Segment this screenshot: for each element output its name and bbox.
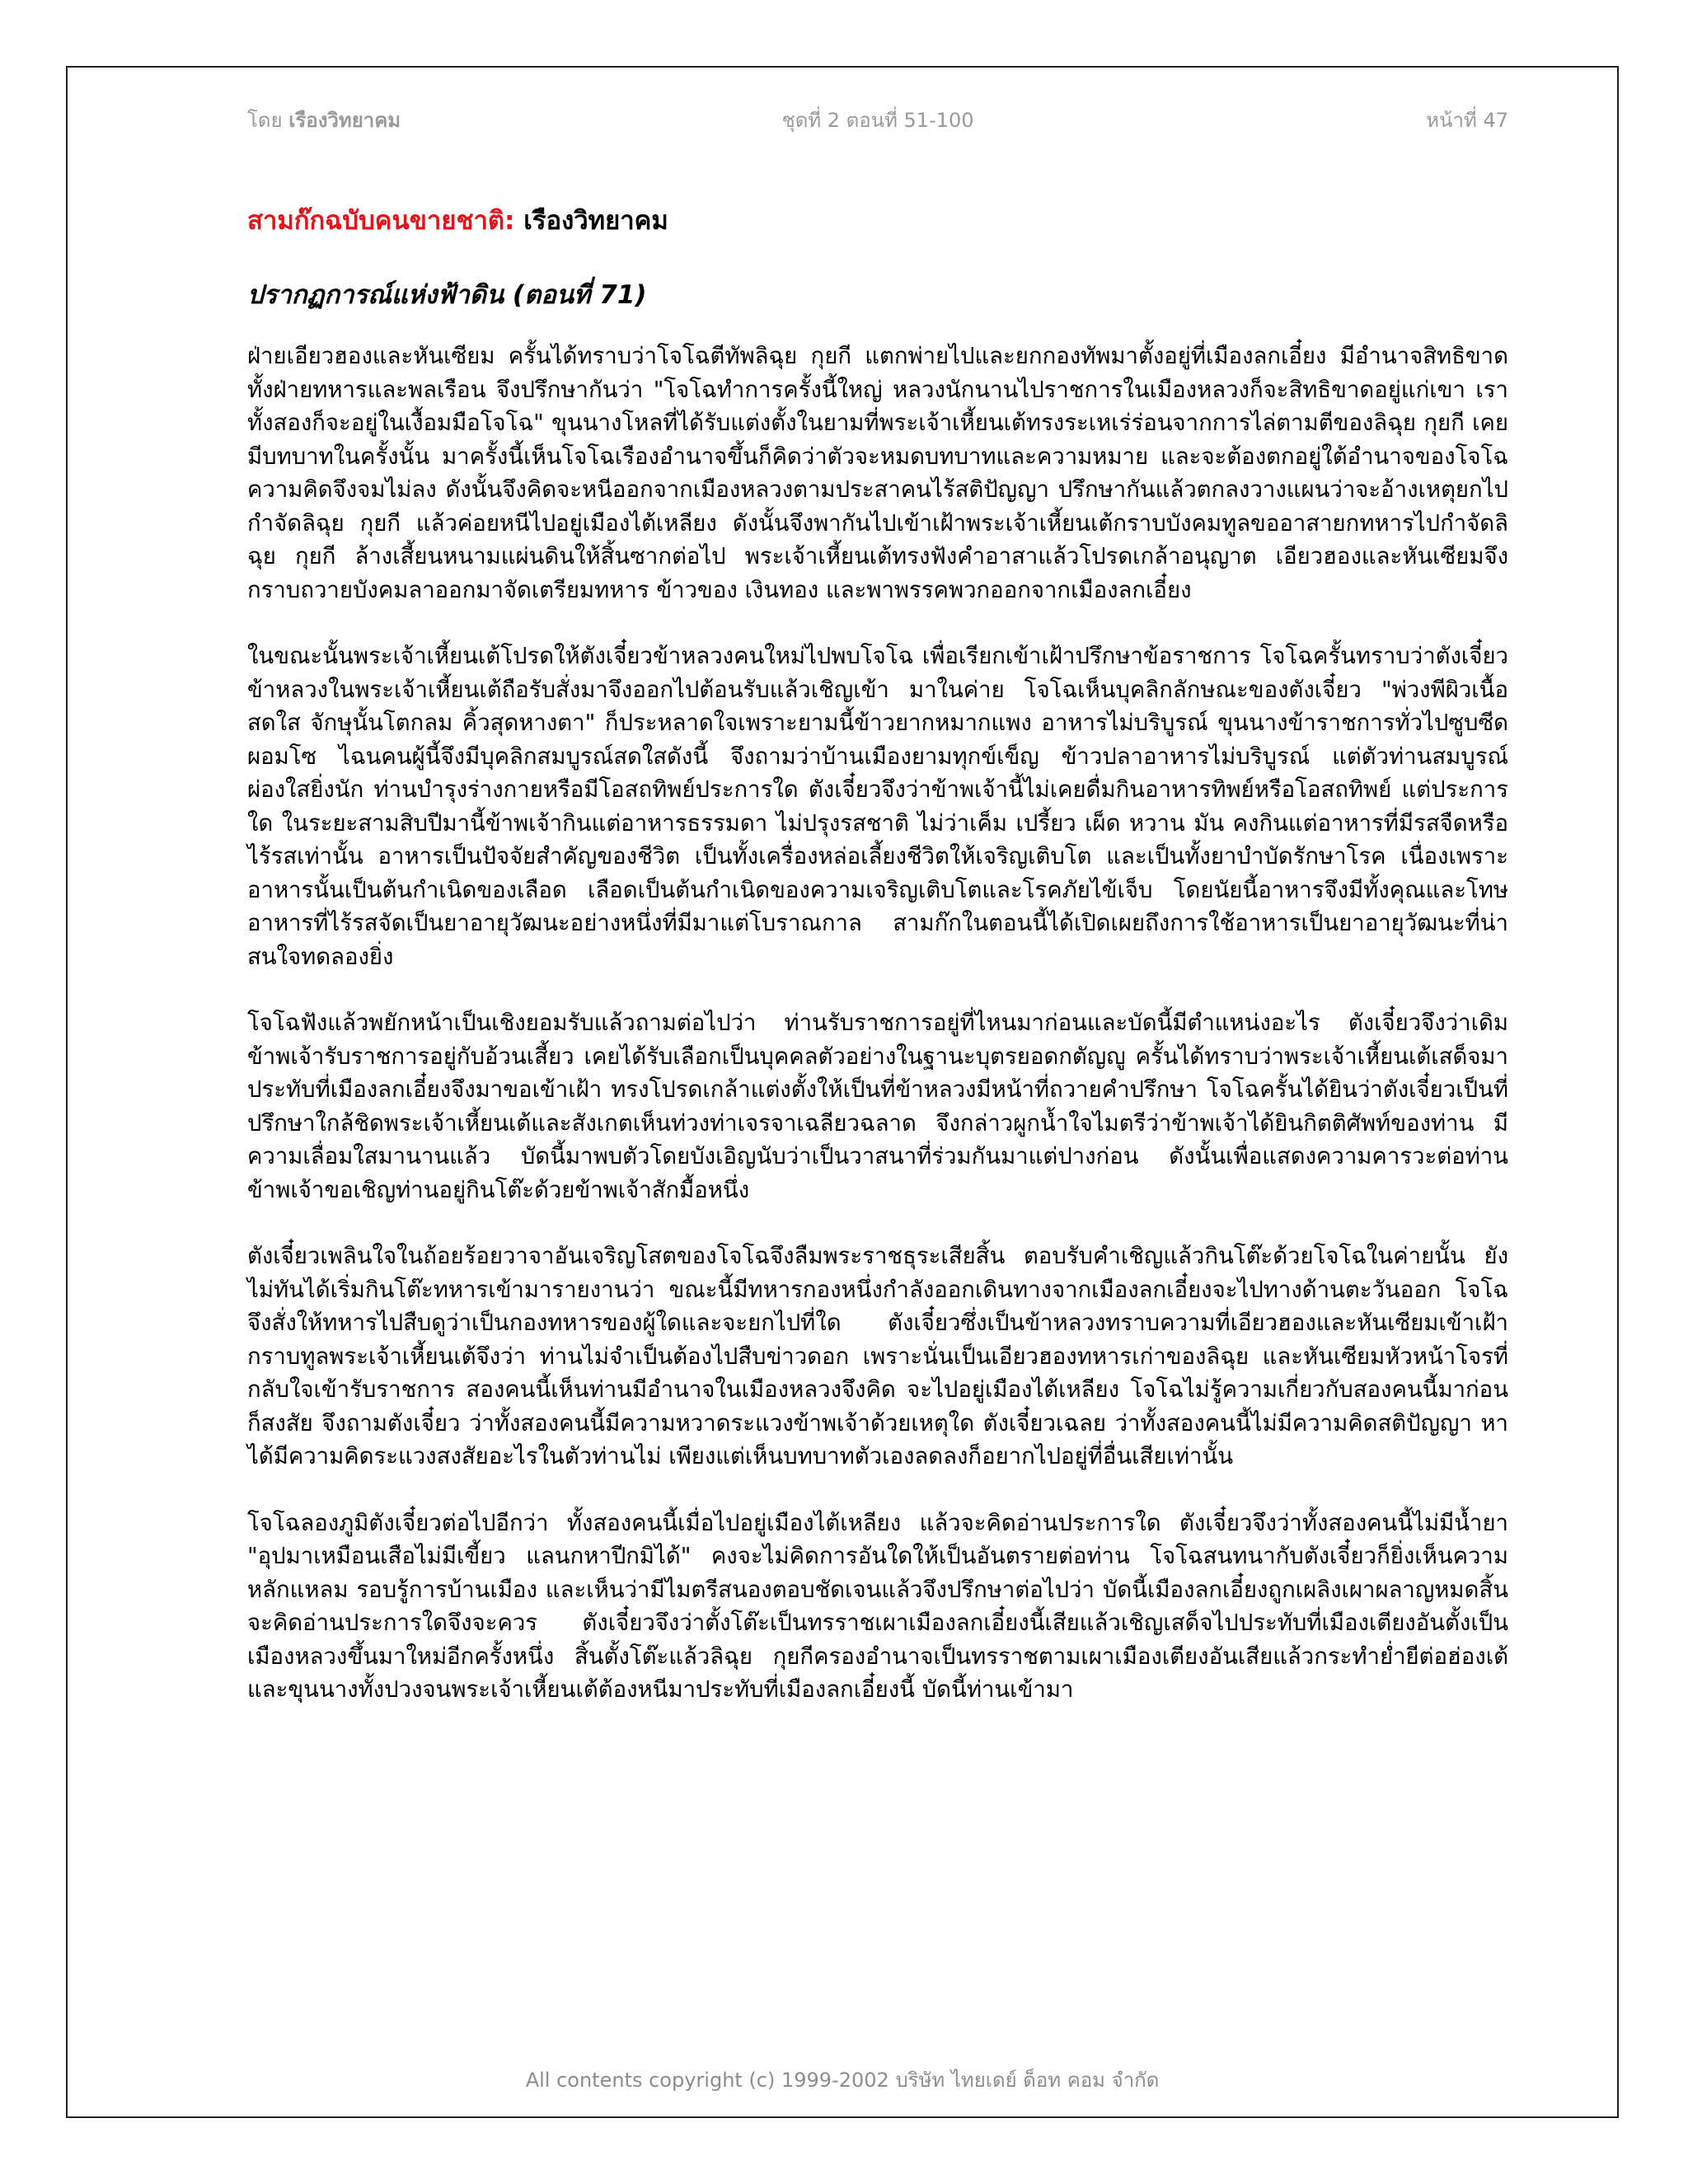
paragraph: ฝ่ายเอียวฮองและหันเซียม ครั้นได้ทราบว่าโจโฉตีทัพลิฉุย กุยกี แตกพ่ายไปและยกกองทัพมาตั้งอยู่ที่เมืองลกเอี๋ยง มีอำนาจสิทธิขาด ทั้งฝ่ายทหารและพลเรือน จึงปรึกษากันว่า "โจโฉทำการครั้งนี้ใหญ่ หลวงนักนานไปราชการในเมืองหลวงก็จะสิทธิขาดอยู่แก่เขา เราทั้งสองก็จะอยู่ในเงื้อมมือโจโฉ" ขุนนางโหลที่ได้รับแต่งตั้งในยามที่พระเจ้าเหี้ยนเต้ทรงระเหเร่ร่อนจากการไล่ตามตีของลิฉุย กุยกี เคยมีบทบาทในครั้งนั้น มาครั้งนี้เห็นโจโฉเรืองอำนาจขึ้นก็คิดว่าตัวจะหมดบทบาทและความหมาย และจะต้องตกอยู่ใต้อำนาจของโจโฉ ความคิดจึงจมไม่ลง ดังนั้นจึงคิดจะหนีออกจากเมืองหลวงตามประสาคนไร้สติปัญญา ปรึกษากันแล้วตกลงวางแผนว่าจะอ้างเหตุยกไปกำจัดลิฉุย กุยกี แล้วค่อยหนีไปอยู่เมืองไต้เหลียง ดังนั้นจึงพากันไปเข้าเฝ้าพระเจ้าเหี้ยนเต้กราบบังคมทูลขออาสายกทหารไปกำจัดลิฉุย กุยกี ล้างเสี้ยนหนามแผ่นดินให้สิ้นซากต่อไป พระเจ้าเหี้ยนเต้ทรงฟังคำอาสาแล้วโปรดเกล้าอนุญาต เอียวฮองและหันเซียมจึงกราบถวายบังคมลาออกมาจัดเตรียมทหาร ข้าวของ เงินทอง และพาพรรคพวกออกจากเมืองลกเอี๋ยง [247, 343, 1508, 603]
article-author: เรืองวิทยาคม [523, 206, 668, 236]
paragraph: โจโฉฟังแล้วพยักหน้าเป็นเชิงยอมรับแล้วถามต่อไปว่า ท่านรับราชการอยู่ที่ไหนมาก่อนและบัดนี้มีตำแหน่งอะไร ตังเจี๋ยวจึงว่าเดิม ข้าพเจ้ารับราชการอยู่กับอ้วนเสี้ยว เคยได้รับเลือกเป็นบุคคลตัวอย่างในฐานะบุตรยอดกตัญญู ครั้นได้ทราบว่าพระเจ้าเหี้ยนเต้เสด็จมาประทับที่เมืองลกเอี๋ยงจึงมาขอเข้าเฝ้า ทรงโปรดเกล้าแต่งตั้งให้เป็นที่ข้าหลวงมีหน้าที่ถวายคำปรึกษา โจโฉครั้นได้ยินว่าตังเจี๋ยวเป็นที่ปรึกษาใกล้ชิดพระเจ้าเหี้ยนเต้และสังเกตเห็นท่วงท่าเจรจาเฉลียวฉลาด จึงกล่าวผูกน้ำใจไมตรีว่าข้าพเจ้าได้ยินกิตติศัพท์ของท่าน มีความเลื่อมใสมานานแล้ว บัดนี้มาพบตัวโดยบังเอิญนับว่าเป็นวาสนาที่ร่วมกันมาแต่ปางก่อน ดังนั้นเพื่อแสดงความคารวะต่อท่าน ข้าพเจ้าขอเชิญท่านอยู่กินโต๊ะด้วยข้าพเจ้าสักมื้อหนึ่ง [247, 1010, 1508, 1203]
header-series-info: ชุดที่ 2 ตอนที่ 51-100 [781, 109, 974, 132]
paragraph: โจโฉลองภูมิตังเจี๋ยวต่อไปอีกว่า ทั้งสองคนนี้เมื่อไปอยู่เมืองไต้เหลียง แล้วจะคิดอ่านประการใด ตังเจี๋ยวจึงว่าทั้งสองคนนี้ไม่มีน้ำยา "อุปมาเหมือนเสือไม่มีเขี้ยว แลนกหาปีกมิได้" คงจะไม่คิดการอันใดให้เป็นอันตรายต่อท่าน โจโฉสนทนากับตังเจี๋ยวก็ยิ่งเห็นความหลักแหลม รอบรู้การบ้านเมือง และเห็นว่ามีไมตรีสนองตอบชัดเจนแล้วจึงปรึกษาต่อไปว่า บัดนี้เมืองลกเอี๋ยงถูกเผลิงเผาผลาญหมดสิ้น จะคิดอ่านประการใดจึงจะควร ตังเจี๋ยวจึงว่าตั้งโต๊ะเป็นทรราชเผาเมืองลกเอี๋ยงนี้เสียแล้วเชิญเสด็จไปประทับที่เมืองเตียงอันตั้งเป็นเมืองหลวงขึ้นมาใหม่อีกครั้งหนึ่ง สิ้นตั้งโต๊ะแล้วลิฉุย กุยกีครองอำนาจเป็นทรราชตามเผาเมืองเตียงอันเสียแล้วกระทำย่ำยีต่อฮ่องเต้และขุนนางทั้งปวงจนพระเจ้าเหี้ยนเต้ต้องหนีมาประทับที่เมืองลกเอี๋ยงนี้ บัดนี้ท่านเข้ามา [247, 1509, 1508, 1703]
page-header [247, 104, 1508, 137]
header-author-prefix: โดย [247, 109, 283, 132]
article-body [247, 199, 1508, 1740]
chapter-title: ปรากฏการณ์แห่งฟ้าดิน (ตอนที่ 71) [247, 280, 647, 310]
header-author-name: เรืองวิทยาคม [288, 109, 401, 132]
article-title [247, 199, 1508, 241]
paragraph: ตังเจี๋ยวเพลินใจในถ้อยร้อยวาจาอันเจริญโสตของโจโฉจึงลืมพระราชธุระเสียสิ้น ตอบรับคำเชิญแล้วกินโต๊ะด้วยโจโฉในค่ายนั้น ยังไม่ทันได้เริ่มกินโต๊ะทหารเข้ามารายงานว่า ขณะนี้มีทหารกองหนึ่งกำลังออกเดินทางจากเมืองลกเอี๋ยงจะไปทางด้านตะวันออก โจโฉจึงสั่งให้ทหารไปสืบดูว่าเป็นกองทหารของผู้ใดและจะยกไปที่ใด ตังเจี๋ยวซึ่งเป็นข้าหลวงทราบความที่เอียวฮองและหันเซียมเข้าเฝ้ากราบทูลพระเจ้าเหี้ยนเต้จึงว่า ท่านไม่จำเป็นต้องไปสืบข่าวดอก เพราะนั่นเป็นเอียวฮองทหารเก่าของลิฉุย และหันเซียมหัวหน้าโจรที่กลับใจเข้ารับราชการ สองคนนี้เห็นท่านมีอำนาจในเมืองหลวงจึงคิด จะไปอยู่เมืองไต้เหลียง โจโฉไม่รู้ความเกี่ยวกับสองคนนี้มาก่อนก็สงสัย จึงถามตังเจี๋ยว ว่าทั้งสองคนนี้มีความหวาดระแวงข้าพเจ้าด้วยเหตุใด ตังเจี๋ยวเฉลย ว่าทั้งสองคนนี้ไม่มีความคิดสติปัญญา หาได้มีความคิดระแวงสงสัยอะไรในตัวท่านไม่ เพียงแต่เห็นบทบาทตัวเองลดลงก็อยากไปอยู่ที่อื่นเสียเท่านั้น [247, 1243, 1508, 1469]
copyright-footer: All contents copyright (c) 1999-2002 บริษัท ไทยเดย์ ด็อท คอม จำกัด [525, 2069, 1160, 2092]
document-page [66, 66, 1619, 2118]
paragraph: ในขณะนั้นพระเจ้าเหี้ยนเต้โปรดให้ตังเจี๋ยวข้าหลวงคนใหม่ไปพบโจโฉ เพื่อเรียกเข้าเฝ้าปรึกษาข้อราชการ โจโฉครั้นทราบว่าตังเจี๋ยว ข้าหลวงในพระเจ้าเหี้ยนเต้ถือรับสั่งมาจึงออกไปต้อนรับแล้วเชิญเข้า มาในค่าย โจโฉเห็นบุคลิกลักษณะของตังเจี๋ยว "พ่วงพีผิวเนื้อสดใส จักษุนั้นโตกลม คิ้วสุดหางตา" ก็ประหลาดใจเพราะยามนี้ข้าวยากหมากแพง อาหารไม่บริบูรณ์ ขุนนางข้าราชการทั่วไปซูบซีดผอมโซ ไฉนคนผู้นี้จึงมีบุคลิกสมบูรณ์สดใสดังนี้ จึงถามว่าบ้านเมืองยามทุกข์เข็ญ ข้าวปลาอาหารไม่บริบูรณ์ แต่ตัวท่านสมบูรณ์ผ่องใสยิ่งนัก ท่านบำรุงร่างกายหรือมีโอสถทิพย์ประการใด ตังเจี๋ยวจึงว่าข้าพเจ้านี้ไม่เคยดื่มกินอาหารทิพย์หรือโอสถทิพย์ แต่ประการใด ในระยะสามสิบปีมานี้ข้าพเจ้ากินแต่อาหารธรรมดา ไม่ปรุงรสชาติ ไม่ว่าเค็ม เปรี้ยว เผ็ด หวาน มัน คงกินแต่อาหารที่มีรสจืดหรือไร้รสเท่านั้น อาหารเป็นปัจจัยสำคัญของชีวิต เป็นทั้งเครื่องหล่อเลี้ยงชีวิตให้เจริญเติบโต และเป็นทั้งยาบำบัดรักษาโรค เนื่องเพราะอาหารนั้นเป็นต้นกำเนิดของเลือด เลือดเป็นต้นกำเนิดของความเจริญเติบโตและโรคภัยไข้เจ็บ โดยนัยนี้อาหารจึงมีทั้งคุณและโทษ อาหารที่ไร้รสจัดเป็นยาอายุวัฒนะอย่างหนึ่งที่มีมาแต่โบราณกาล สามก๊กในตอนนี้ได้เปิดเผยถึงการใช้อาหารเป็นยาอายุวัฒนะที่น่าสนใจทดลองยิ่ง [247, 643, 1508, 970]
series-title: สามก๊กฉบับคนขายชาติ: [247, 206, 515, 236]
header-page-number: หน้าที่ 47 [1426, 109, 1508, 132]
